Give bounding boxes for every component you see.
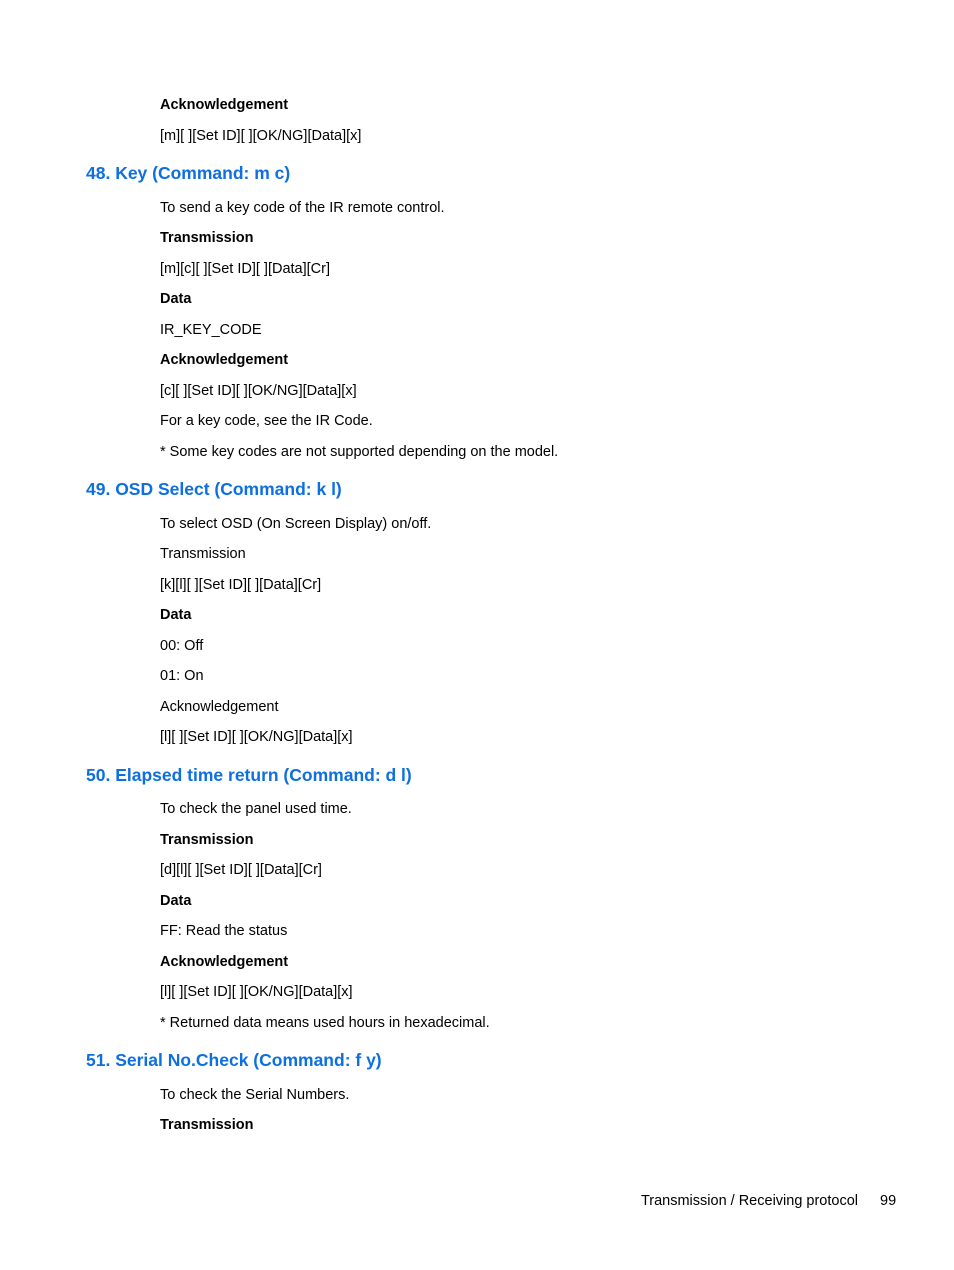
section-heading-osd-select: 49. OSD Select (Command: k l): [86, 479, 342, 499]
label-transmission: Transmission: [160, 546, 246, 562]
transmission-format: [k][l][ ][Set ID][ ][Data][Cr]: [160, 577, 322, 593]
section-heading-serial-check: 51. Serial No.Check (Command: f y): [86, 1050, 382, 1070]
description: To check the Serial Numbers.: [160, 1087, 350, 1103]
data-value: FF: Read the status: [160, 923, 288, 939]
description: To send a key code of the IR remote control.: [160, 200, 445, 216]
ack-format: [l][ ][Set ID][ ][OK/NG][Data][x]: [160, 729, 353, 745]
section-heading-elapsed-time: 50. Elapsed time return (Command: d l): [86, 765, 412, 785]
page-number: 99: [880, 1193, 897, 1209]
label-transmission: Transmission: [160, 230, 254, 246]
data-value: 00: Off: [160, 638, 204, 654]
label-transmission: Transmission: [160, 1117, 254, 1133]
label-acknowledgement: Acknowledgement: [160, 352, 289, 368]
note: * Returned data means used hours in hexadecimal.: [160, 1015, 490, 1031]
label-acknowledgement: Acknowledgement: [160, 97, 289, 113]
data-value: IR_KEY_CODE: [160, 322, 262, 338]
ack-format: [c][ ][Set ID][ ][OK/NG][Data][x]: [160, 383, 357, 399]
ack-format: [m][ ][Set ID][ ][OK/NG][Data][x]: [160, 128, 362, 144]
transmission-format: [d][l][ ][Set ID][ ][Data][Cr]: [160, 862, 322, 878]
description: To select OSD (On Screen Display) on/off.: [160, 516, 432, 532]
label-acknowledgement: Acknowledgement: [160, 954, 289, 970]
label-acknowledgement: Acknowledgement: [160, 699, 279, 715]
label-data: Data: [160, 291, 192, 307]
section-heading-key: 48. Key (Command: m c): [86, 163, 291, 183]
transmission-format: [m][c][ ][Set ID][ ][Data][Cr]: [160, 261, 331, 277]
ack-format: [l][ ][Set ID][ ][OK/NG][Data][x]: [160, 984, 353, 1000]
footer-chapter-title: Transmission / Receiving protocol: [640, 1193, 858, 1209]
label-data: Data: [160, 893, 192, 909]
note: For a key code, see the IR Code.: [160, 413, 373, 429]
description: To check the panel used time.: [160, 801, 352, 817]
label-transmission: Transmission: [160, 832, 254, 848]
note: * Some key codes are not supported depending on the model.: [160, 444, 559, 460]
label-data: Data: [160, 607, 192, 623]
data-value: 01: On: [160, 668, 204, 684]
